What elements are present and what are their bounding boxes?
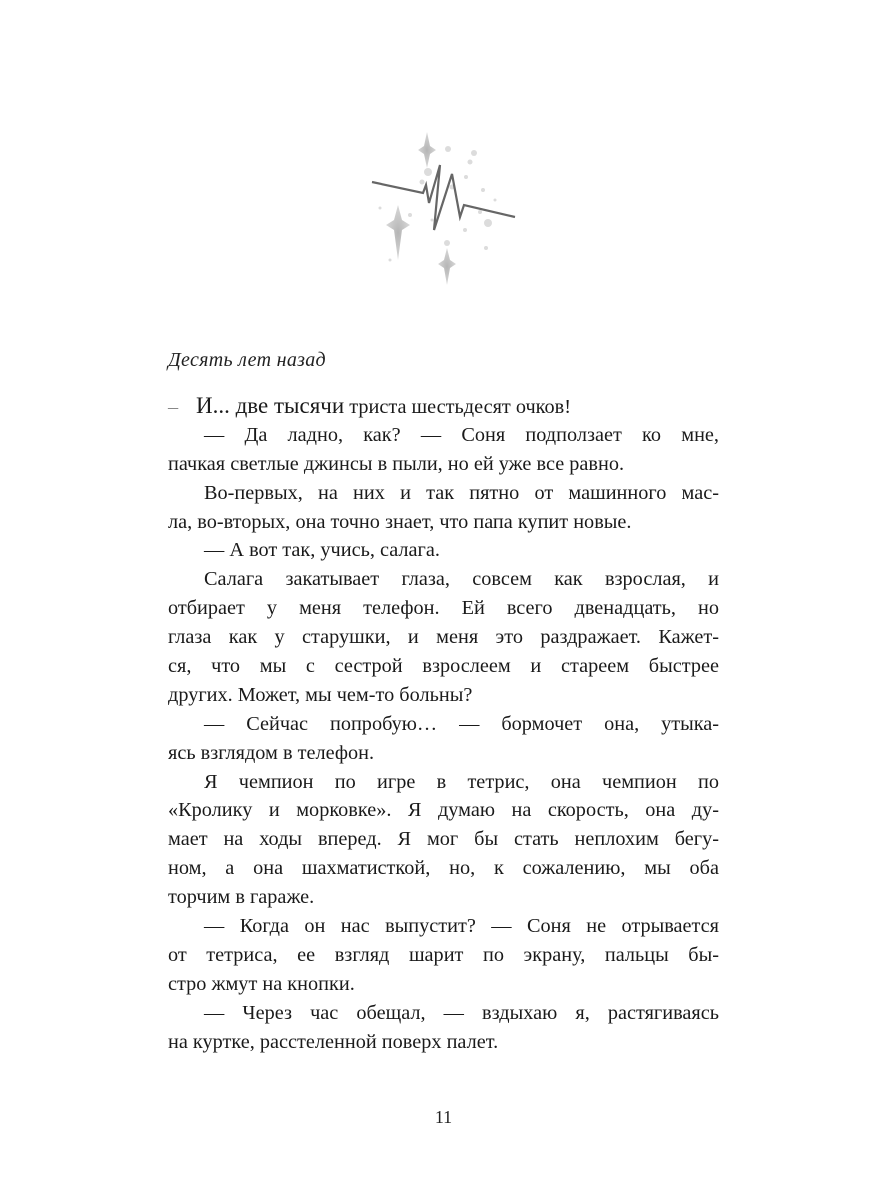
- text-line: стро жмут на кнопки.: [168, 972, 355, 995]
- text-line: «Кролику и морковке». Я думаю на скорость, она ду-: [168, 799, 719, 822]
- text-line: ла, во-вторых, она точно знает, что папа купит новые.: [168, 510, 632, 533]
- page-number: 11: [434, 1107, 453, 1127]
- text-line: ясь взглядом в телефон.: [168, 741, 375, 764]
- text-line: глаза как у старушки, и меня это раздражает. Кажет-: [168, 626, 719, 649]
- text-line: — Когда он нас выпустит? — Соня не отрывается: [204, 915, 719, 938]
- text-line: от тетриса, ее взгляд шарит по экрану, пальцы бы-: [168, 943, 719, 966]
- first-line: [168, 392, 719, 421]
- sparkle-stars: [386, 132, 456, 285]
- lead-dash: –: [168, 396, 179, 418]
- text-line: пачкая светлые джинсы в пыли, но ей уже все равно.: [168, 452, 625, 475]
- text-line: ном, а она шахматисткой, но, к сожалению, мы оба: [168, 857, 719, 880]
- text-line: — Сейчас попробую… — бормочет она, утыка-: [204, 712, 719, 735]
- text-line: — А вот так, учись, салага.: [204, 539, 440, 562]
- text-line: отбирает у меня телефон. Ей всего двенадцать, но: [168, 597, 719, 620]
- body-text: [168, 392, 719, 1056]
- text-line: — Да ладно, как? — Соня подползает ко мне,: [204, 423, 719, 446]
- lead-in-text: И... две тысячи: [196, 393, 345, 418]
- text-line: на куртке, расстеленной поверх палет.: [168, 1030, 499, 1053]
- heartbeat-ornament-icon: [350, 120, 540, 290]
- text-line: ся, что мы с сестрой взрослеем и стареем быстрее: [168, 655, 719, 678]
- chapter-subtitle: Десять лет назад: [168, 349, 326, 371]
- paragraph-lines: [168, 421, 719, 1057]
- text-line: Салага закатывает глаза, совсем как взрослая, и: [204, 568, 719, 591]
- text-line: Во-первых, на них и так пятно от машинного мас-: [204, 481, 719, 504]
- text-line: Я чемпион по игре в тетрис, она чемпион по: [204, 770, 719, 793]
- text-line: других. Может, мы чем-то больны?: [168, 683, 473, 706]
- text-line: — Через час обещал, — вздыхаю я, растягиваясь: [204, 1001, 719, 1024]
- text-line: торчим в гараже.: [168, 886, 315, 909]
- first-line-rest: триста шестьдесят очков!: [344, 396, 571, 418]
- text-line: мает на ходы вперед. Я мог бы стать неплохим бегу-: [168, 828, 719, 851]
- heartbeat-line: [372, 165, 515, 230]
